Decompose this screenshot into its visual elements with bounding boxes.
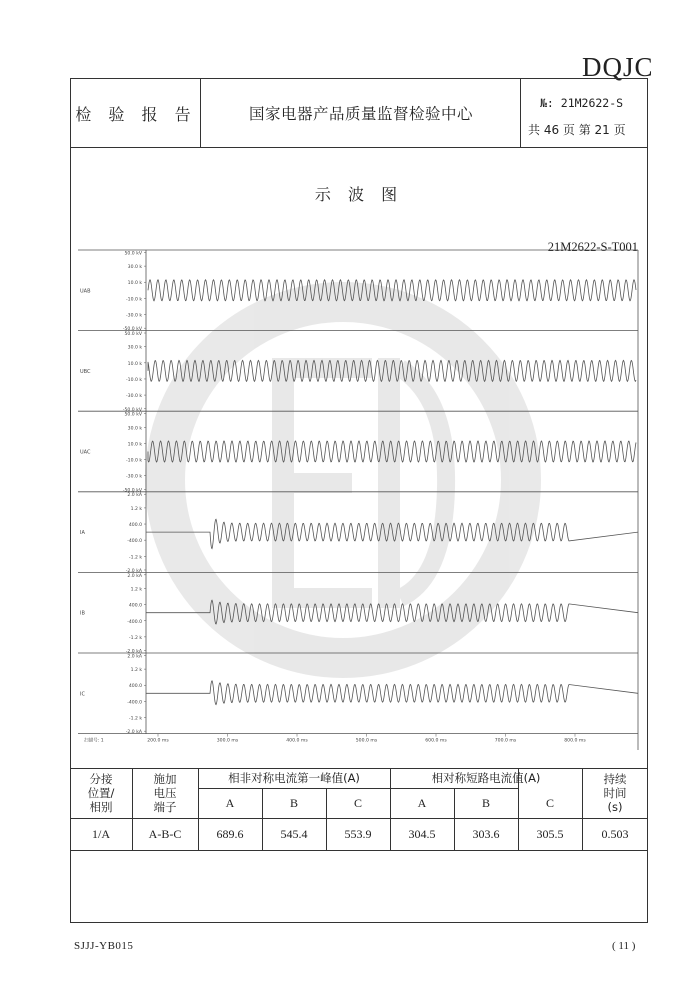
cell-rms-c: 305.5 xyxy=(536,827,564,841)
y-tick-label: -400.0 xyxy=(127,700,142,706)
header-peak-b: B xyxy=(289,796,298,810)
y-tick-label: 2.0 kA xyxy=(127,654,142,660)
y-tick-label: -10.0 k xyxy=(125,458,142,464)
y-tick-label: -50.0 kV xyxy=(122,327,142,333)
channel-name: IA xyxy=(80,530,85,537)
y-tick-label: 50.0 kV xyxy=(124,412,142,418)
cell-peak-c: 553.9 xyxy=(344,827,372,841)
header-tap: 分接 位置/ 相别 xyxy=(87,772,115,814)
y-tick-label: -400.0 xyxy=(127,539,142,545)
cell-peak-a: 689.6 xyxy=(216,827,244,841)
y-tick-label: -1.2 k xyxy=(128,716,142,722)
cell-duration: 0.503 xyxy=(601,827,629,841)
form-code: SJJJ-YB015 xyxy=(74,940,134,952)
header-duration: 持续 时间 (s) xyxy=(603,772,627,814)
header-rms-c: C xyxy=(545,796,554,810)
y-tick-label: -50.0 kV xyxy=(122,488,142,494)
channel-name: IB xyxy=(80,610,85,617)
organization-name: 国家电器产品质量监督检验中心 xyxy=(248,105,473,123)
y-tick-label: 30.0 k xyxy=(127,426,142,432)
y-tick-label: -10.0 k xyxy=(125,297,142,303)
y-tick-label: 1.2 k xyxy=(130,668,142,674)
y-tick-label: 2.0 kA xyxy=(127,573,142,579)
header-rms-group: 相对称短路电流值(A) xyxy=(431,771,541,785)
y-tick-label: -1.2 k xyxy=(128,635,142,641)
y-tick-label: -400.0 xyxy=(127,619,142,625)
y-tick-label: 1.2 k xyxy=(130,506,142,512)
results-table xyxy=(70,768,648,850)
cell-peak-b: 545.4 xyxy=(280,827,308,841)
x-tick-label: 400.0 ms xyxy=(286,738,308,744)
x-tick-label: 500.0 ms xyxy=(355,738,378,744)
page-title: 示 波 图 xyxy=(314,185,404,204)
y-tick-label: 30.0 k xyxy=(127,345,142,351)
channel-name: UAC xyxy=(80,449,91,456)
x-tick-label: 700.0 ms xyxy=(494,738,517,744)
y-tick-label: -50.0 kV xyxy=(122,407,142,413)
y-tick-label: 30.0 k xyxy=(127,265,142,271)
header-peak-group: 相非对称电流第一峰值(A) xyxy=(228,771,360,785)
y-tick-label: 400.0 xyxy=(128,603,142,609)
x-tick-label: 200.0 ms xyxy=(147,738,169,744)
channel-name: UBC xyxy=(80,368,91,375)
header-peak-c: C xyxy=(353,796,362,810)
y-tick-label: -30.0 k xyxy=(125,313,142,319)
header-peak-a: A xyxy=(225,796,235,810)
oscillogram-id: 21M2622-S-T001 xyxy=(547,240,638,254)
channel-name: IC xyxy=(80,691,85,698)
y-tick-label: -1.2 k xyxy=(128,555,142,561)
brand-logo-text: DQJC xyxy=(582,52,654,82)
report-type: 检 验 报 告 xyxy=(75,104,197,124)
channel-name: UAB xyxy=(80,288,91,295)
cell-rms-a: 304.5 xyxy=(408,827,436,841)
x-tick-label: 800.0 ms xyxy=(564,738,586,744)
y-tick-label: 10.0 k xyxy=(127,281,142,287)
y-tick-label: -2.0 kA xyxy=(125,649,142,655)
header-divider xyxy=(520,78,521,148)
y-tick-label: 400.0 xyxy=(128,684,142,690)
y-tick-label: 50.0 kV xyxy=(124,251,142,257)
waveform-ic xyxy=(146,681,638,705)
x-axis-label: 扫描号: 1 xyxy=(84,738,104,744)
cell-rms-b: 303.6 xyxy=(472,827,500,841)
watermark-seal xyxy=(165,302,521,658)
page-number: ( 11 ) xyxy=(612,940,636,952)
page-info: 共 46 页 第 21 页 xyxy=(528,123,626,137)
cell-tap: 1/A xyxy=(92,827,110,841)
x-tick-label: 600.0 ms xyxy=(425,738,447,744)
y-tick-label: -2.0 kA xyxy=(125,568,142,574)
header-rms-b: B xyxy=(481,796,490,810)
cell-terminals: A-B-C xyxy=(148,827,182,841)
y-tick-label: 50.0 kV xyxy=(124,332,142,338)
y-tick-label: 1.2 k xyxy=(130,587,142,593)
y-tick-label: 400.0 xyxy=(128,523,142,529)
y-tick-label: 10.0 k xyxy=(127,442,142,448)
y-tick-label: 10.0 k xyxy=(127,361,142,367)
y-tick-label: -30.0 k xyxy=(125,394,142,400)
oscillogram xyxy=(78,248,640,750)
x-tick-label: 300.0 ms xyxy=(216,738,239,744)
report-number: №: 21M2622-S xyxy=(540,96,624,110)
header-rms-a: A xyxy=(417,796,427,810)
y-tick-label: 2.0 kA xyxy=(127,493,142,499)
y-tick-label: -10.0 k xyxy=(125,377,142,383)
y-tick-label: -2.0 kA xyxy=(125,730,142,736)
header-terminals: 施加 电压 端子 xyxy=(153,772,177,814)
y-tick-label: -30.0 k xyxy=(125,474,142,480)
